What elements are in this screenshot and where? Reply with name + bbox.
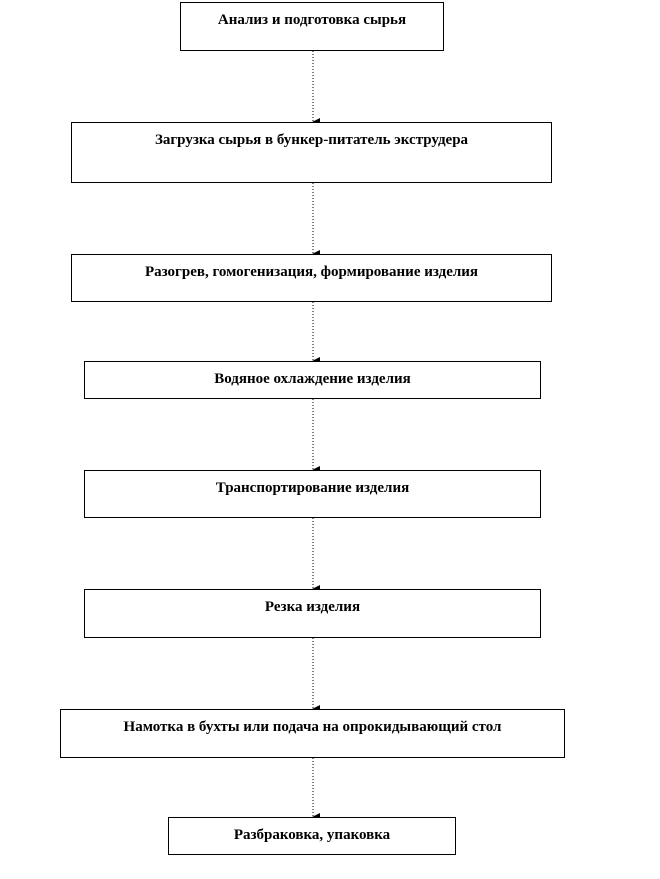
step-4-box [84,361,541,399]
step-2-label: Загрузка сырья в бункер-питатель экструдера [154,132,469,148]
step-1-box [180,2,444,51]
step-7-label: Намотка в бухты или подача на опрокидывающий стол [123,719,502,735]
step-2-box [71,122,552,183]
step-3-label: Разогрев, гомогенизация, формирование изделия [144,264,479,280]
step-6-label: Резка изделия [264,599,361,615]
step-3-box [71,254,552,302]
step-1-label: Анализ и подготовка сырья [217,12,407,28]
step-8-label: Разбраковка, упаковка [233,827,391,843]
step-5-label: Транспортирование изделия [215,480,410,496]
step-7-box [60,709,565,758]
step-4-label: Водяное охлаждение изделия [214,371,411,387]
step-6-box [84,589,541,638]
step-8-box [168,817,456,855]
step-5-box [84,470,541,518]
